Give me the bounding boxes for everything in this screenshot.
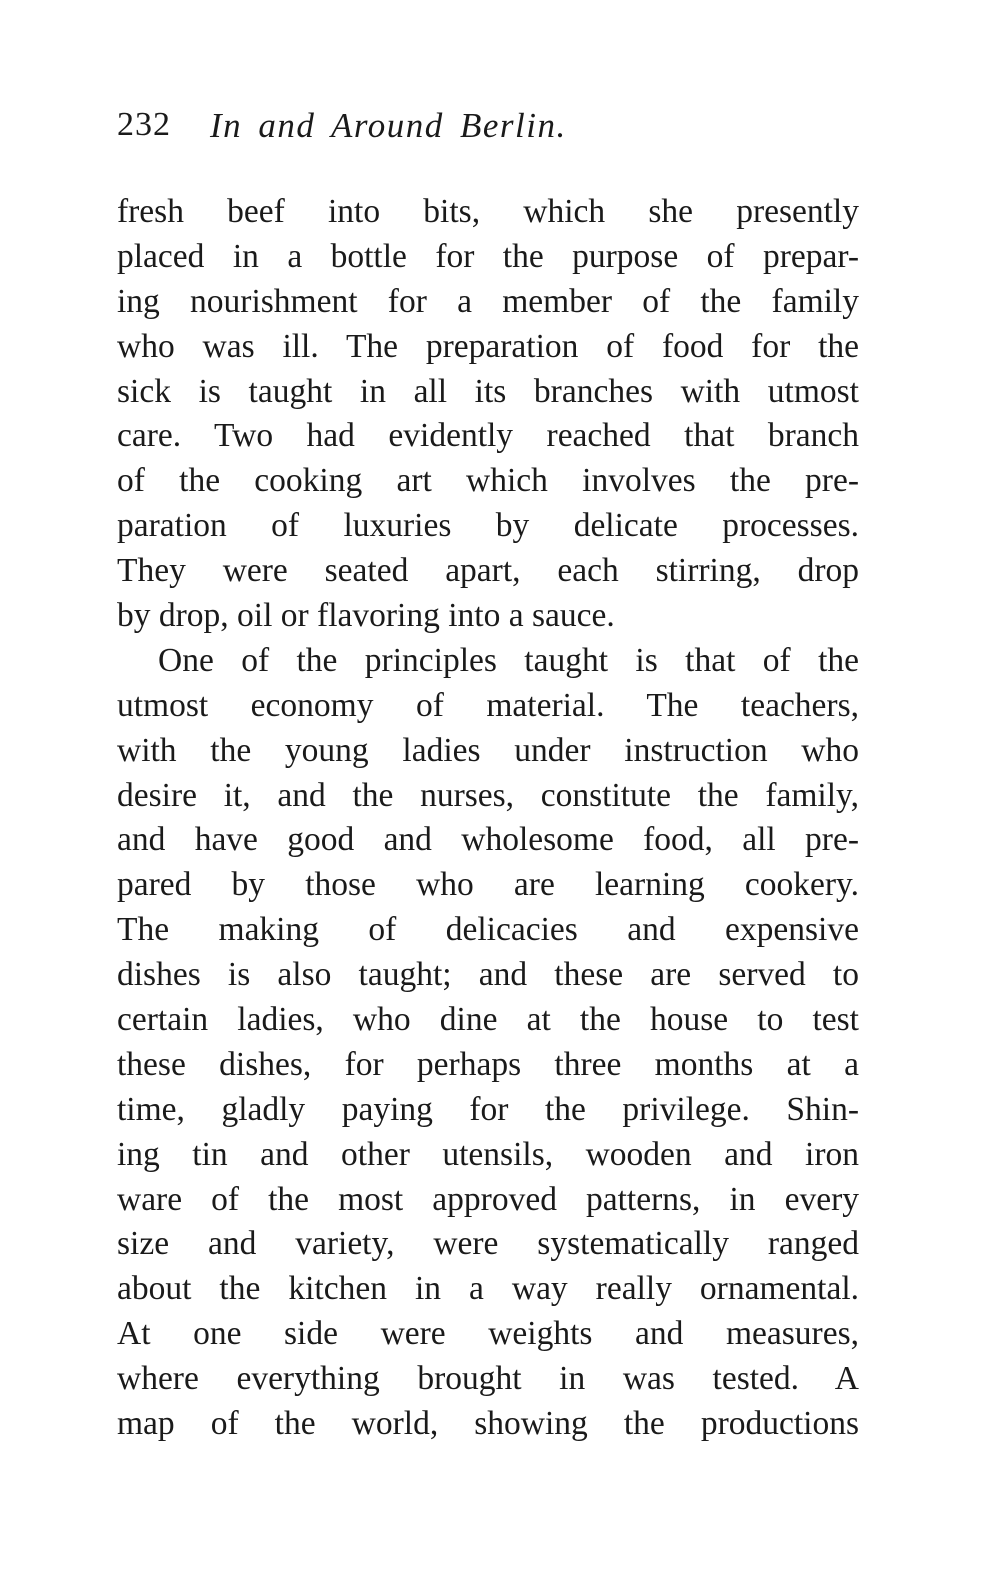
text-line: ing tin and other utensils, wooden and iron xyxy=(117,1135,859,1173)
text-line: certain ladies, who dine at the house to test xyxy=(117,1001,859,1039)
text-line: and have good and wholesome food, all pre- xyxy=(117,821,859,859)
text-line: with the young ladies under instruction who xyxy=(117,731,859,769)
text-line: by drop, oil or flavoring into a sauce. xyxy=(117,597,615,635)
text-line: size and variety, were systematically ranged xyxy=(117,1225,859,1263)
text-line: One of the principles taught is that of the xyxy=(158,641,859,679)
text-line: of the cooking art which involves the pre- xyxy=(117,462,859,500)
text-line: who was ill. The preparation of food for the xyxy=(117,327,859,365)
text-line: desire it, and the nurses, constitute the family, xyxy=(117,776,859,814)
text-line: utmost economy of material. The teachers, xyxy=(117,686,859,724)
body-text xyxy=(117,190,859,1447)
text-line: fresh beef into bits, which she presently xyxy=(117,193,859,230)
page-number: 232 xyxy=(117,106,171,143)
text-line: ing nourishment for a member of the family xyxy=(117,282,859,320)
text-line: where everything brought in was tested. A xyxy=(117,1360,859,1398)
text-line: paration of luxuries by delicate processes. xyxy=(117,507,859,545)
running-title: In and Around Berlin. xyxy=(210,106,567,145)
text-line: time, gladly paying for the privilege. Shin- xyxy=(117,1090,859,1128)
text-line: care. Two had evidently reached that branch xyxy=(117,417,859,455)
text-line: about the kitchen in a way really ornamental. xyxy=(117,1270,859,1308)
text-line: They were seated apart, each stirring, drop xyxy=(117,552,859,590)
text-line: sick is taught in all its branches with utmost xyxy=(117,372,859,410)
text-line: dishes is also taught; and these are served to xyxy=(117,956,859,994)
text-line: these dishes, for perhaps three months at a xyxy=(117,1045,859,1083)
text-line: pared by those who are learning cookery. xyxy=(117,866,859,904)
page-header xyxy=(117,106,859,150)
text-line: placed in a bottle for the purpose of prepar- xyxy=(117,237,859,275)
text-line: ware of the most approved patterns, in every xyxy=(117,1180,859,1218)
text-line: At one side were weights and measures, xyxy=(117,1315,859,1353)
text-line: map of the world, showing the productions xyxy=(117,1405,859,1443)
text-line: The making of delicacies and expensive xyxy=(117,911,859,949)
